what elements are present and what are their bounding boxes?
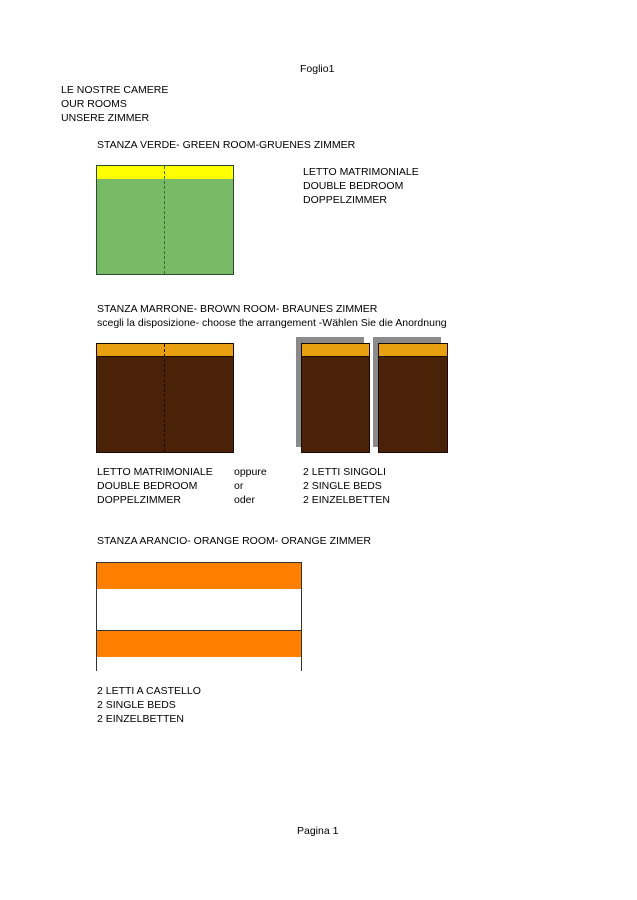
brown-option-b-de: 2 EINZELBETTEN [303,494,390,506]
orange-bed-label-en: 2 SINGLE BEDS [97,699,176,711]
brown-bed-divider [164,344,165,452]
brown-option-a-it: LETTO MATRIMONIALE [97,466,213,478]
sheet-title: Foglio1 [300,63,335,75]
single-bed-pillow [301,343,370,357]
bunk-bottom-stripe [96,630,302,658]
green-bed-pillow [96,165,234,179]
green-bed-body [96,165,234,275]
bunk-top-mattress [96,589,302,631]
intro-line-de: UNSERE ZIMMER [61,112,150,124]
single-bed-pillow [378,343,448,357]
brown-option-b-en: 2 SINGLE BEDS [303,480,382,492]
brown-connector-de: oder [234,494,256,506]
orange-room-title: STANZA ARANCIO- ORANGE ROOM- ORANGE ZIMMER [97,535,371,547]
bunk-top-stripe [96,562,302,590]
green-bed-divider [164,166,165,274]
brown-option-a-en: DOUBLE BEDROOM [97,480,198,492]
green-bed-label-en: DOUBLE BEDROOM [303,180,404,192]
brown-room-subtitle: scegli la disposizione- choose the arrangement -Wählen Sie die Anordnung [97,317,447,329]
intro-line-en: OUR ROOMS [61,98,127,110]
green-bed-label-de: DOPPELZIMMER [303,194,388,206]
green-room-title: STANZA VERDE- GREEN ROOM-GRUENES ZIMMER [97,139,356,151]
orange-bed-label-de: 2 EINZELBETTEN [97,713,184,725]
page-number: Pagina 1 [297,825,339,837]
orange-bed-label-it: 2 LETTI A CASTELLO [97,685,201,697]
brown-bed-body [96,343,234,453]
brown-connector-en: or [234,480,244,492]
intro-line-it: LE NOSTRE CAMERE [61,84,169,96]
brown-option-a-de: DOPPELZIMMER [97,494,182,506]
bunk-bottom-mattress [96,657,302,671]
brown-connector-it: oppure [234,466,267,478]
brown-room-title: STANZA MARRONE- BROWN ROOM- BRAUNES ZIMMER [97,303,378,315]
green-bed-label-it: LETTO MATRIMONIALE [303,166,419,178]
brown-option-b-it: 2 LETTI SINGOLI [303,466,386,478]
single-bed-body [378,343,448,453]
single-bed-body [301,343,370,453]
brown-bed-pillow [96,343,234,357]
